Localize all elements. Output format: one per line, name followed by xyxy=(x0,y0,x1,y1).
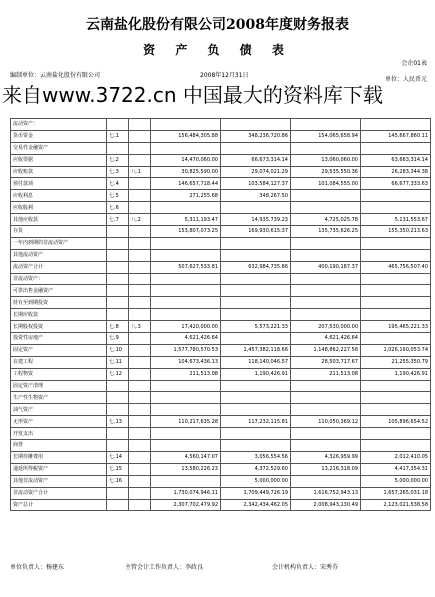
value-cell xyxy=(361,190,431,202)
value-cell: 4,621,426.64 xyxy=(291,333,361,345)
value-cell: 211,513.08 xyxy=(291,368,361,380)
value-cell: 211,513.08 xyxy=(151,368,221,380)
note-cell: 七.10 xyxy=(107,344,129,356)
note-cell: 七.13 xyxy=(107,416,129,428)
value-cell: 1,190,426.91 xyxy=(361,368,431,380)
value-cell xyxy=(291,273,361,285)
value-cell xyxy=(361,273,431,285)
value-cell xyxy=(221,380,291,392)
note-cell xyxy=(129,404,151,416)
note-cell xyxy=(129,297,151,309)
note-cell xyxy=(129,499,151,511)
preparer-unit: 编制单位：云南盐化股份有限公司 xyxy=(10,72,101,79)
row-label: 其他非流动资产 xyxy=(11,475,107,487)
note-cell xyxy=(107,428,129,440)
note-cell xyxy=(129,428,151,440)
value-cell: 2,123,021,538.58 xyxy=(361,499,431,511)
table-row xyxy=(11,463,431,475)
table-row xyxy=(11,392,431,404)
note-cell xyxy=(107,119,129,131)
note-cell: 七.15 xyxy=(107,463,129,475)
note-cell xyxy=(129,261,151,273)
value-cell xyxy=(151,404,221,416)
value-cell: 2,012,410.05 xyxy=(361,451,431,463)
note-cell xyxy=(129,237,151,249)
value-cell xyxy=(361,392,431,404)
value-cell xyxy=(361,440,431,452)
row-label: 长期股权投资 xyxy=(11,321,107,333)
note-cell xyxy=(129,368,151,380)
value-cell xyxy=(151,202,221,214)
row-label: 无形资产 xyxy=(11,416,107,428)
value-cell: 118,140,046.57 xyxy=(221,356,291,368)
value-cell: 26,283,344.38 xyxy=(361,166,431,178)
value-cell xyxy=(151,119,221,131)
row-label: 油气资产 xyxy=(11,404,107,416)
note-cell xyxy=(107,392,129,404)
table-row xyxy=(11,142,431,154)
note-cell: 七.7 xyxy=(107,214,129,226)
note-cell xyxy=(107,487,129,499)
value-cell xyxy=(291,440,361,452)
note-cell: 七.16 xyxy=(107,475,129,487)
note-cell xyxy=(129,178,151,190)
value-cell: 14,470,060.00 xyxy=(151,154,221,166)
note-cell: 七.6 xyxy=(107,202,129,214)
value-cell xyxy=(151,309,221,321)
row-label: 固定资产 xyxy=(11,344,107,356)
table-row xyxy=(11,119,431,131)
table-row xyxy=(11,237,431,249)
row-label: 应收账款 xyxy=(11,166,107,178)
value-cell xyxy=(291,475,361,487)
value-cell xyxy=(361,249,431,261)
value-cell xyxy=(151,237,221,249)
note-cell: 七.8 xyxy=(107,321,129,333)
footer-dept-head: 会计机构负责人：宋秀芬 xyxy=(272,564,339,571)
value-cell xyxy=(291,119,361,131)
value-cell: 1,657,265,031.18 xyxy=(361,487,431,499)
value-cell: 135,735,626.25 xyxy=(291,226,361,238)
value-cell xyxy=(361,285,431,297)
row-label: 一年内到期的非流动资产 xyxy=(11,237,107,249)
row-label: 流动资产： xyxy=(11,119,107,131)
note-cell: 八.1 xyxy=(129,166,151,178)
table-row xyxy=(11,166,431,178)
note-cell xyxy=(129,356,151,368)
value-cell: 4,725,025.78 xyxy=(291,214,361,226)
balance-sheet-table xyxy=(10,118,431,511)
value-cell xyxy=(361,119,431,131)
note-cell xyxy=(129,119,151,131)
note-cell xyxy=(129,344,151,356)
form-code: 会企01表 xyxy=(401,60,427,67)
note-cell: 七.14 xyxy=(107,451,129,463)
value-cell: 13,216,318.09 xyxy=(291,463,361,475)
note-cell xyxy=(129,285,151,297)
row-label: 货币资金 xyxy=(11,130,107,142)
value-cell xyxy=(221,440,291,452)
value-cell: 4,326,959.99 xyxy=(291,451,361,463)
row-label: 非流动资产： xyxy=(11,273,107,285)
value-cell: 155,350,213.63 xyxy=(361,226,431,238)
note-cell xyxy=(129,154,151,166)
table-row xyxy=(11,226,431,238)
value-cell: 17,420,000.00 xyxy=(151,321,221,333)
row-label: 交易性金融资产 xyxy=(11,142,107,154)
row-label: 持有至到期投资 xyxy=(11,297,107,309)
footer-legal-rep: 单位负责人：杨建东 xyxy=(10,564,65,571)
table-row xyxy=(11,202,431,214)
value-cell: 4,560,147.07 xyxy=(151,451,221,463)
value-cell xyxy=(361,309,431,321)
value-cell: 348,267.50 xyxy=(221,190,291,202)
value-cell xyxy=(221,428,291,440)
table-row xyxy=(11,178,431,190)
row-label: 应收利息 xyxy=(11,190,107,202)
note-cell: 七.11 xyxy=(107,356,129,368)
table-row xyxy=(11,249,431,261)
row-label: 递延所得税资产 xyxy=(11,463,107,475)
value-cell xyxy=(151,249,221,261)
note-cell: 七.1 xyxy=(107,130,129,142)
value-cell: 348,236,720.86 xyxy=(221,130,291,142)
value-cell xyxy=(291,237,361,249)
value-cell: 28,503,717.67 xyxy=(291,356,361,368)
value-cell xyxy=(361,202,431,214)
row-label: 投资性房地产 xyxy=(11,333,107,345)
value-cell: 153,807,073.25 xyxy=(151,226,221,238)
value-cell: 103,584,127.37 xyxy=(221,178,291,190)
value-cell xyxy=(291,428,361,440)
note-cell xyxy=(129,416,151,428)
note-cell xyxy=(129,190,151,202)
report-subtitle: 资 产 负 债 表 xyxy=(143,43,292,57)
table-row xyxy=(11,499,431,511)
row-label: 非流动资产合计 xyxy=(11,487,107,499)
row-label: 可供出售金融资产 xyxy=(11,285,107,297)
note-cell xyxy=(107,440,129,452)
table-row xyxy=(11,475,431,487)
row-label: 存货 xyxy=(11,226,107,238)
value-cell: 1,577,780,570.53 xyxy=(151,344,221,356)
value-cell: 156,484,305.88 xyxy=(151,130,221,142)
note-cell: 七.3 xyxy=(107,166,129,178)
note-cell xyxy=(107,285,129,297)
value-cell xyxy=(291,190,361,202)
value-cell: 271,255.68 xyxy=(151,190,221,202)
value-cell: 4,621,426.64 xyxy=(151,333,221,345)
value-cell: 2,307,702,479.92 xyxy=(151,499,221,511)
note-cell: 七.12 xyxy=(107,368,129,380)
value-cell: 169,930,615.37 xyxy=(221,226,291,238)
value-cell: 2,008,943,130.49 xyxy=(291,499,361,511)
currency-unit: 单位：人民币元 xyxy=(384,76,427,83)
row-label: 应收票据 xyxy=(11,154,107,166)
note-cell xyxy=(107,273,129,285)
note-cell xyxy=(129,226,151,238)
value-cell: 63,663,314.14 xyxy=(361,154,431,166)
value-cell xyxy=(361,297,431,309)
value-cell: 5,131,553.67 xyxy=(361,214,431,226)
value-cell xyxy=(291,380,361,392)
value-cell xyxy=(221,392,291,404)
note-cell xyxy=(129,380,151,392)
note-cell xyxy=(129,333,151,345)
value-cell: 154,065,658.94 xyxy=(291,130,361,142)
value-cell xyxy=(291,249,361,261)
table-row xyxy=(11,285,431,297)
table-row xyxy=(11,309,431,321)
note-cell xyxy=(107,404,129,416)
value-cell xyxy=(291,309,361,321)
row-label: 流动资产合计 xyxy=(11,261,107,273)
value-cell xyxy=(151,285,221,297)
note-cell xyxy=(107,142,129,154)
table-row xyxy=(11,297,431,309)
value-cell: 1,190,426.91 xyxy=(221,368,291,380)
value-cell: 1,148,862,227.56 xyxy=(291,344,361,356)
value-cell xyxy=(291,392,361,404)
note-cell xyxy=(107,261,129,273)
row-label: 商誉 xyxy=(11,440,107,452)
value-cell xyxy=(151,380,221,392)
note-cell: 八.2 xyxy=(129,214,151,226)
value-cell: 14,935,739.23 xyxy=(221,214,291,226)
value-cell: 13,060,060.00 xyxy=(291,154,361,166)
table-row xyxy=(11,416,431,428)
table-row xyxy=(11,321,431,333)
value-cell: 3,056,554.56 xyxy=(221,451,291,463)
row-label: 开发支出 xyxy=(11,428,107,440)
row-label: 长期待摊费用 xyxy=(11,451,107,463)
note-cell: 七.5 xyxy=(107,190,129,202)
table-row xyxy=(11,261,431,273)
row-label: 应收股利 xyxy=(11,202,107,214)
value-cell: 1,026,160,053.74 xyxy=(361,344,431,356)
note-cell xyxy=(107,380,129,392)
row-label: 其他流动资产 xyxy=(11,249,107,261)
value-cell: 66,673,314.14 xyxy=(221,154,291,166)
value-cell xyxy=(151,440,221,452)
table-row xyxy=(11,368,431,380)
value-cell: 104,673,436.13 xyxy=(151,356,221,368)
note-cell xyxy=(129,249,151,261)
value-cell: 110,050,369.12 xyxy=(291,416,361,428)
value-cell xyxy=(291,202,361,214)
value-cell: 1,457,382,118.66 xyxy=(221,344,291,356)
note-cell xyxy=(129,463,151,475)
row-label: 长期应收款 xyxy=(11,309,107,321)
note-cell: 七.9 xyxy=(107,333,129,345)
value-cell: 507,627,533.81 xyxy=(151,261,221,273)
value-cell: 66,677,333.63 xyxy=(361,178,431,190)
table-row xyxy=(11,487,431,499)
value-cell: 117,232,115.81 xyxy=(221,416,291,428)
value-cell: 1,616,752,943.13 xyxy=(291,487,361,499)
note-cell: 七.2 xyxy=(107,154,129,166)
note-cell xyxy=(129,440,151,452)
value-cell: 5,311,193.47 xyxy=(151,214,221,226)
value-cell: 465,756,507.40 xyxy=(361,261,431,273)
value-cell xyxy=(291,142,361,154)
value-cell xyxy=(221,309,291,321)
table-row xyxy=(11,190,431,202)
row-label: 生产性生物资产 xyxy=(11,392,107,404)
value-cell: 4,372,529.60 xyxy=(221,463,291,475)
note-cell xyxy=(129,392,151,404)
table-row xyxy=(11,404,431,416)
table-row xyxy=(11,154,431,166)
value-cell: 13,580,226.23 xyxy=(151,463,221,475)
value-cell: 145,667,860.11 xyxy=(361,130,431,142)
table-row xyxy=(11,130,431,142)
footer-accounting-head: 主管会计工作负责人：李政良 xyxy=(125,564,204,571)
value-cell xyxy=(221,404,291,416)
note-cell xyxy=(129,451,151,463)
note-cell xyxy=(129,475,151,487)
value-cell: 101,084,555.00 xyxy=(291,178,361,190)
table-row xyxy=(11,333,431,345)
table-row xyxy=(11,344,431,356)
note-cell xyxy=(129,273,151,285)
note-cell: 八.3 xyxy=(129,321,151,333)
table-row xyxy=(11,356,431,368)
note-cell xyxy=(107,297,129,309)
value-cell xyxy=(361,333,431,345)
value-cell: 195,465,221.33 xyxy=(361,321,431,333)
value-cell xyxy=(151,475,221,487)
value-cell: 2,342,434,462.05 xyxy=(221,499,291,511)
value-cell: 5,000,000.00 xyxy=(221,475,291,487)
note-cell xyxy=(129,142,151,154)
value-cell xyxy=(361,380,431,392)
value-cell xyxy=(151,392,221,404)
value-cell xyxy=(361,237,431,249)
note-cell xyxy=(107,499,129,511)
value-cell: 1,730,074,946.11 xyxy=(151,487,221,499)
value-cell: 207,530,000.00 xyxy=(291,321,361,333)
report-title: 云南盐化股份有限公司2008年度财务报表 xyxy=(86,17,349,33)
value-cell xyxy=(361,142,431,154)
value-cell xyxy=(291,404,361,416)
value-cell xyxy=(361,428,431,440)
note-cell xyxy=(107,309,129,321)
value-cell xyxy=(221,237,291,249)
note-cell xyxy=(107,226,129,238)
value-cell xyxy=(221,119,291,131)
value-cell xyxy=(221,333,291,345)
note-cell xyxy=(129,130,151,142)
value-cell xyxy=(221,285,291,297)
value-cell: 400,190,187.37 xyxy=(291,261,361,273)
value-cell xyxy=(221,297,291,309)
note-cell: 七.4 xyxy=(107,178,129,190)
value-cell: 632,984,735.86 xyxy=(221,261,291,273)
value-cell: 5,000,000.00 xyxy=(361,475,431,487)
note-cell xyxy=(129,202,151,214)
row-label: 预付款项 xyxy=(11,178,107,190)
table-row xyxy=(11,273,431,285)
value-cell: 146,657,718.44 xyxy=(151,178,221,190)
value-cell: 5,573,221.33 xyxy=(221,321,291,333)
watermark-banner: 来自www.3722.cn 中国最大的资料库下载 xyxy=(2,83,383,107)
value-cell xyxy=(221,273,291,285)
note-cell xyxy=(129,309,151,321)
value-cell: 4,417,354.31 xyxy=(361,463,431,475)
note-cell xyxy=(129,487,151,499)
value-cell xyxy=(221,202,291,214)
table-row xyxy=(11,451,431,463)
row-label: 资产总计 xyxy=(11,499,107,511)
row-label: 工程物资 xyxy=(11,368,107,380)
value-cell: 21,255,350.79 xyxy=(361,356,431,368)
value-cell xyxy=(291,297,361,309)
value-cell xyxy=(221,142,291,154)
table-row xyxy=(11,380,431,392)
report-date: 2008年12月31日 xyxy=(200,72,249,79)
note-cell xyxy=(107,249,129,261)
value-cell: 110,217,635.28 xyxy=(151,416,221,428)
value-cell: 29,074,021.29 xyxy=(221,166,291,178)
row-label: 其他应收款 xyxy=(11,214,107,226)
value-cell xyxy=(221,249,291,261)
value-cell: 30,825,590.00 xyxy=(151,166,221,178)
value-cell xyxy=(151,428,221,440)
value-cell xyxy=(291,285,361,297)
value-cell: 29,535,550.36 xyxy=(291,166,361,178)
value-cell xyxy=(361,404,431,416)
row-label: 固定资产清理 xyxy=(11,380,107,392)
table-row xyxy=(11,428,431,440)
value-cell: 1,709,449,726.19 xyxy=(221,487,291,499)
table-row xyxy=(11,214,431,226)
value-cell xyxy=(151,142,221,154)
note-cell xyxy=(107,237,129,249)
table-row xyxy=(11,440,431,452)
value-cell xyxy=(151,273,221,285)
value-cell xyxy=(151,297,221,309)
row-label: 在建工程 xyxy=(11,356,107,368)
value-cell: 105,896,654.52 xyxy=(361,416,431,428)
